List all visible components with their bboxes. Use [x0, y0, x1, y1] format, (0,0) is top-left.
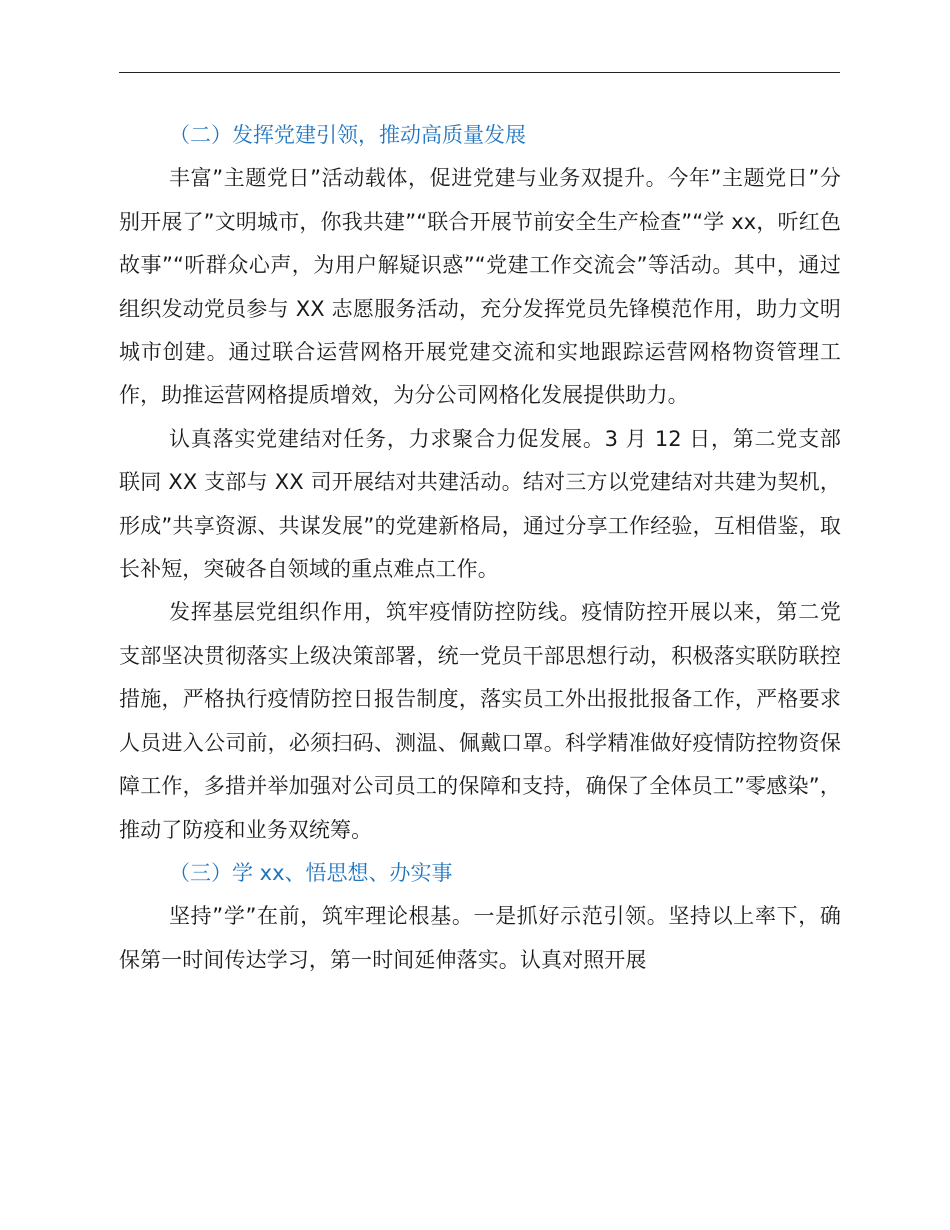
paragraph-theme-day: 丰富”主题党日”活动载体，促进党建与业务双提升。今年”主题党日”分别开展了”文明城市，你我共建”“联合开展节前安全生产检查”“学 xx，听红色故事”“听群众心声，为用户解疑识惑”“党建工作交流会”等活动。其中，通过组织发动党员参与 XX 志愿服务活动，充分发挥党员先锋模范作用，助力文明城市创建。通过联合运营网格开展党建交流和实地跟踪运营网格物资管理工作，助推运营网格提质增效，为分公司网格化发展提供助力。 [119, 166, 841, 408]
section-heading-2: （二）发挥党建引领，推动高质量发展 [169, 123, 526, 147]
paragraph-pairing-task: 认真落实党建结对任务，力求聚合力促发展。3 月 12 日，第二党支部联同 XX 支部与 XX 司开展结对共建活动。结对三方以党建结对共建为契机，形成”共享资源、共谋发展”的党建新格局，通过分享工作经验，互相借鉴，取长补短，突破各自领域的重点难点工作。 [119, 426, 841, 582]
document-body [119, 114, 841, 982]
section-heading-3: （三）学 xx、悟思想、办实事 [169, 860, 453, 885]
header-rule [119, 72, 840, 73]
paragraph-study-first: 坚持”学”在前，筑牢理论根基。一是抓好示范引领。坚持以上率下，确保第一时间传达学习，第一时间延伸落实。认真对照开展 [119, 904, 841, 972]
paragraph-epidemic-prevention: 发挥基层党组织作用，筑牢疫情防控防线。疫情防控开展以来，第二党支部坚决贯彻落实上级决策部署，统一党员干部思想行动，积极落实联防联控措施，严格执行疫情防控日报告制度，落实员工外出报批报备工作，严格要求人员进入公司前，必须扫码、测温、佩戴口罩。科学精准做好疫情防控物资保障工作，多措并举加强对公司员工的保障和支持，确保了全体员工”零感染”，推动了防疫和业务双统筹。 [119, 600, 841, 842]
